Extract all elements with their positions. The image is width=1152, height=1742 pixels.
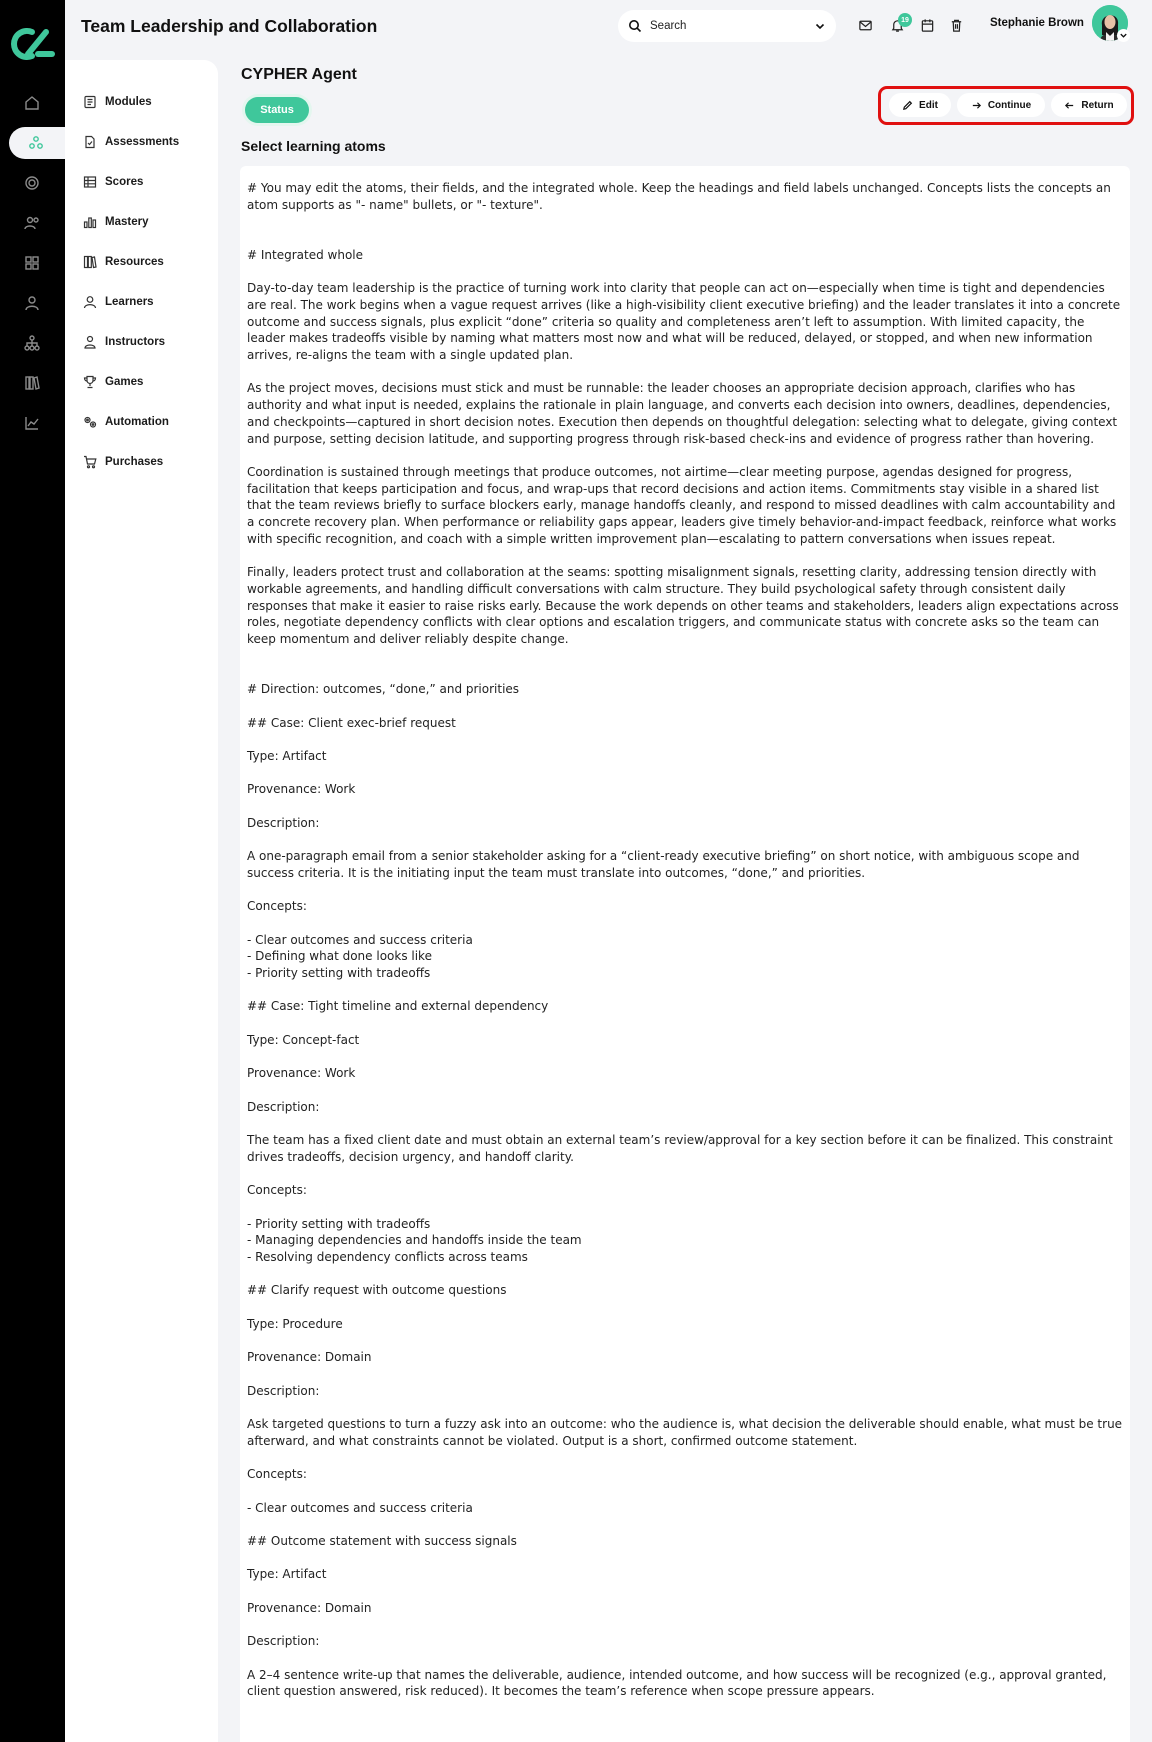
person-icon[interactable] [20,291,44,315]
status-badge: Status [245,97,309,123]
logo-icon[interactable] [8,24,58,64]
sidebar-item-label: Scores [105,176,144,188]
chevron-down-icon[interactable] [1117,29,1130,42]
page-title: CYPHER Agent [241,66,357,83]
trash-icon[interactable] [947,16,965,34]
chevron-down-icon[interactable] [810,16,830,36]
sidebar-item-instructors[interactable] [83,331,165,353]
sidebar-item-resources[interactable] [83,251,164,273]
sidebar-item-modules[interactable] [83,91,152,113]
atoms-editor[interactable] [240,166,1130,1742]
clipboard-icon [83,135,97,149]
sidebar-item-label: Resources [105,256,164,268]
sidebar-item-purchases[interactable] [83,451,163,473]
sidebar-item-label: Learners [105,296,154,308]
hierarchy-icon[interactable] [20,331,44,355]
edit-button-label: Edit [919,99,938,111]
sidebar-item-scores[interactable] [83,171,143,193]
gears-icon [83,415,97,429]
search-input[interactable] [618,10,836,42]
search-icon [628,19,642,33]
mail-icon[interactable] [856,16,874,34]
grid-icon[interactable] [20,251,44,275]
sidebar-item-assessments[interactable] [83,131,179,153]
library-icon [83,255,97,269]
user-name[interactable]: Stephanie Brown [990,17,1084,29]
return-button-label: Return [1081,99,1114,111]
sidebar-item-label: Games [105,376,144,388]
notification-badge: 19 [898,13,912,27]
sidebar-item-mastery[interactable] [83,211,148,233]
sidebar-item-learners[interactable] [83,291,154,313]
line-chart-icon[interactable] [20,411,44,435]
rail-active-item[interactable] [9,127,65,159]
home-icon[interactable] [20,91,44,115]
sidebar-item-label: Automation [105,416,169,428]
sidebar-item-label: Purchases [105,456,164,468]
network-icon[interactable] [24,131,48,155]
sidebar-item-automation[interactable] [83,411,169,433]
section-title: Select learning atoms [241,138,386,154]
calendar-icon[interactable] [918,16,936,34]
arrow-right-icon [971,100,982,111]
sidebar-item-label: Mastery [105,216,149,228]
pencil-icon [902,100,913,111]
user-icon [83,295,97,309]
cart-icon [83,455,97,469]
sidebar-item-label: Modules [105,96,152,108]
arrow-left-icon [1064,100,1075,111]
edit-button[interactable] [889,93,951,117]
books-icon[interactable] [20,371,44,395]
sidebar-item-label: Assessments [105,136,180,148]
users-icon[interactable] [20,211,44,235]
instructor-icon [83,335,97,349]
book-icon [83,95,97,109]
app-rail [0,0,65,1742]
continue-button-label: Continue [987,99,1032,111]
trophy-icon [83,375,97,389]
continue-button[interactable] [957,93,1045,117]
bar-chart-icon [83,215,97,229]
sidebar-item-label: Instructors [105,336,166,348]
section-sidebar [65,60,218,1742]
atoms-editor-text[interactable]: # You may edit the atoms, their fields, and the integrated whole. Keep the headings and field labels unchanged. Concepts lists the concepts an atom supports as "- name" bullets, or "- texture". # Integrated whole Day-to-day team leadership is the practice of turning work into clarity that people can act on—especially when time is tight and dependencies are real. The work begins when a vague request arrives (like a high-visibility client executive briefing) and the leader translates it into a concrete outcome and success signals, plus explicit “done” criteria so quality and completeness aren’t left to assumption. With limited capacity, the leader makes tradeoffs visible by naming what matters most now and what will be reduced, delayed, or stopped, and when new information arrives, re-aligns the team with a single updated plan. As the project moves, decisions must stick and must be runnable: the leader chooses an appropriate decision approach, clarifies who has authority and what input is needed, explains the rationale in plain language, and converts each decision into owners, deadlines, dependencies, and checkpoints—captured in short decision notes. Execution then depends on thoughtful delegation: selecting what to delegate, giving context and purpose, setting decision latitude, and supporting progress through risk-based check-ins and evidence of progress rather than hovering. Coordination is sustained through meetings that produce outcomes, not airtime—clear meeting purpose, agendas designed for progress, facilitation that keeps participation and focus, and wrap-ups that record decisions and action items. Commitments stay visible in a shared list that the team reviews briefly to surface blockers early, manage handoffs cleanly, and respond to missed deadlines with calm accountability and a concrete recovery plan. When performance or reliability gaps appear, leaders give timely behavior-and-impact feedback, reinforce what works with specific recognition, and coach with a simple written improvement plan—escalating to pattern conversations when issues repeat. Finally, leaders protect trust and collaboration at the seams: spotting misalignment signals, resetting clarity, addressing tension directly with workable agreements, and handling difficult conversations with calm structure. They build psychological safety through consistent daily responses that make it easier to raise risks early. Because the work depends on other teams and stakeholders, leaders align expectations across roles, negotiate dependency conflicts with clear options and escalation triggers, and communicate status with concrete asks so the team can keep momentum and deliver reliably despite change. # Direction: outcomes, “done,” and priorities ## Case: Client exec-brief request Type: Artifact Provenance: Work Description: A one-paragraph email from a senior stakeholder asking for a “client-ready executive briefing” on short notice, with ambiguous scope and success criteria. It is the initiating input the team must translate into outcomes, “done,” and priorities. Concepts: - Clear outcomes and success criteria - Defining what done looks like - Priority setting with tradeoffs ## Case: Tight timeline and external dependency Type: Concept-fact Provenance: Work Description: The team has a fixed client date and must obtain an external team’s review/approval for a key section before it can be finalized. This constraint drives tradeoffs, decision urgency, and handoff clarity. Concepts: - Priority setting with tradeoffs - Managing dependencies and handoffs inside the team - Resolving dependency conflicts across teams ## Clarify request with outcome questions Type: Procedure Provenance: Domain Description: Ask targeted questions to turn a fuzzy ask into an outcome: who the audience is, what decision the deliverable should enable, what must be true afterward, and what constraints cannot be violated. Output is a short, confirmed outcome statement. Concepts: - Clear outcomes and success criteria ## Outcome statement with success signals Type: Artifact Provenance: Domain Description: A 2–4 sentence write-up that names the deliverable, audience, intended outcome, and how success will be recognized (e.g., approval granted, client question answered, risk reduced). It becomes the team’s reference when scope pressure appears. [247,181,1123,1699]
sidebar-item-games[interactable] [83,371,143,393]
search-placeholder: Search [650,20,687,32]
app-title: Team Leadership and Collaboration [81,16,378,36]
target-icon[interactable] [20,171,44,195]
return-button[interactable] [1051,93,1127,117]
table-icon [83,175,97,189]
